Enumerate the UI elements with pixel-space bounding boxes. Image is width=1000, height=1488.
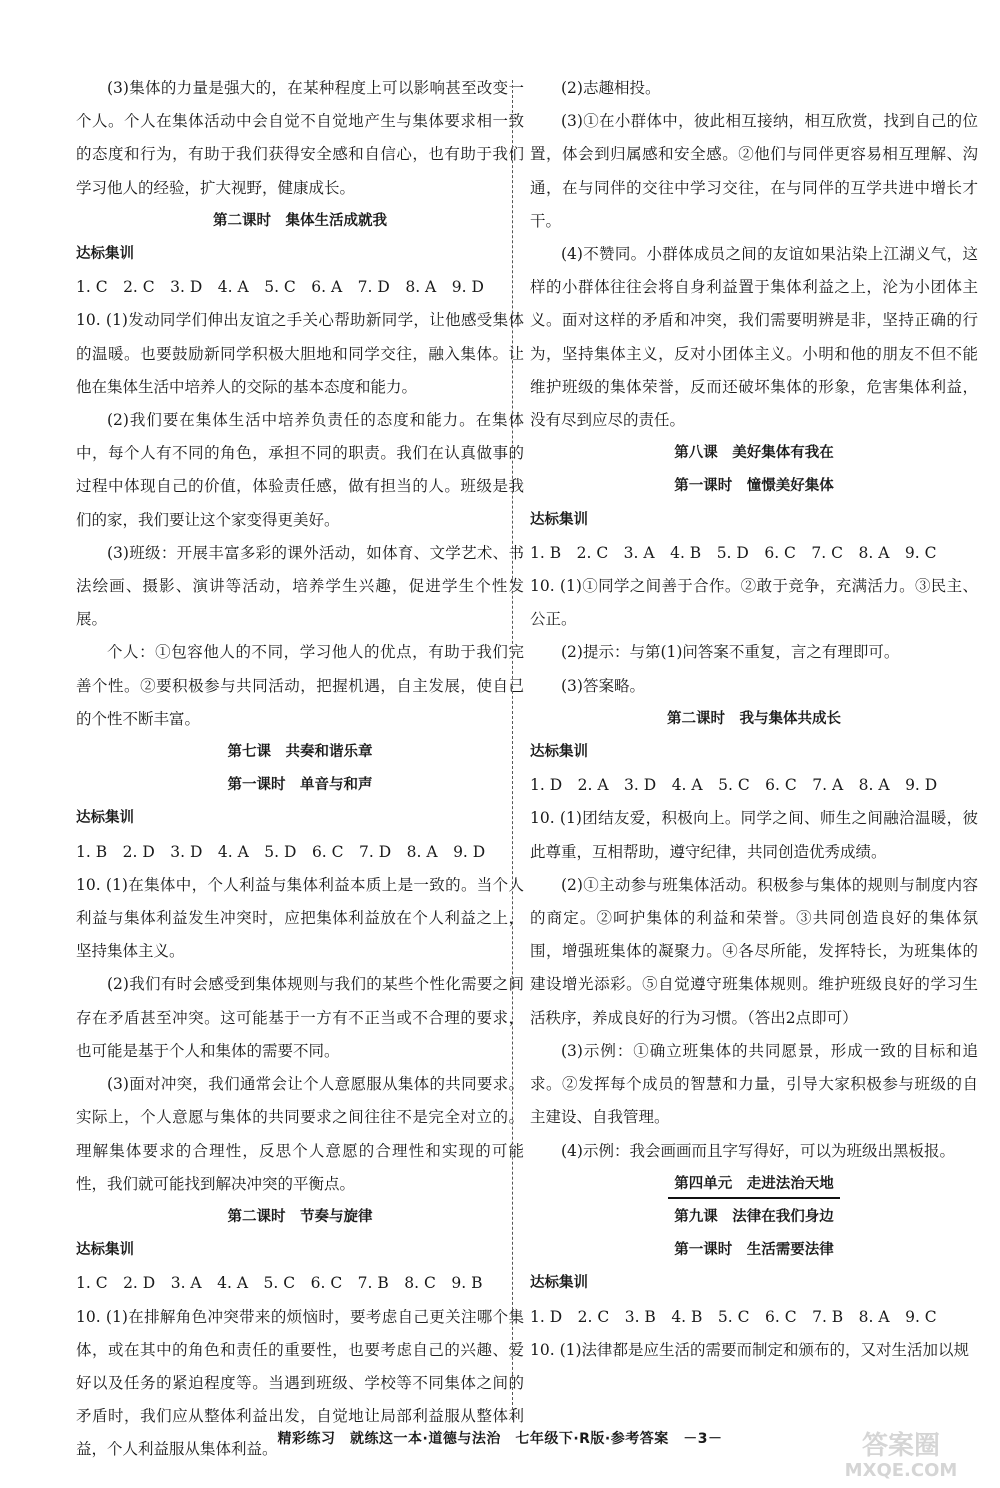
section-heading: 达标集训 [530, 511, 588, 528]
lesson-title: 第一课时 单音与和声 [227, 777, 373, 794]
answer-paragraph: (3)面对冲突，我们通常会让个人意愿服从集体的共同要求。实际上，个人意愿与集体的共同要求之间往往不是完全对立的。理解集体要求的合理性，反思个人意愿的合理性和实现的可能性，我们就可能找到解决冲突的平衡点。 [76, 1075, 524, 1193]
section-heading: 达标集训 [530, 1275, 588, 1292]
answer-paragraph: 1. B 2. D 3. D 4. A 5. D 6. C 7. D 8. A 9. D [76, 842, 486, 861]
right-column [530, 72, 978, 1367]
answer-paragraph: 10. (1)发动同学们伸出友谊之手关心帮助新同学，让他感受集体的温暖。也要鼓励新同学积极大胆地和同学交往，融入集体。让他在集体生活中培养人的交际的基本态度和能力。 [76, 311, 524, 396]
section-heading: 达标集训 [76, 246, 134, 263]
answer-paragraph: (3)集体的力量是强大的，在某种程度上可以影响甚至改变一个人。个人在集体活动中会自觉不自觉地产生与集体要求相一致的态度和行为，有助于我们获得安全感和自信心，也有助于我们学习他人的经验，扩大视野，健康成长。 [76, 79, 524, 197]
answer-paragraph: (2)①主动参与班集体活动。积极参与集体的规则与制度内容的商定。②呵护集体的利益和荣誉。③共同创造良好的集体氛围，增强班集体的凝聚力。④各尽所能，发挥特长，为班集体的建设增光添彩。⑤自觉遵守班集体规则。维护班级良好的学习生活秩序，养成良好的行为习惯。（答出2点即可） [530, 875, 978, 1027]
answer-paragraph: (2)志趣相投。 [561, 79, 661, 97]
unit-title-row [530, 1168, 978, 1201]
lesson-title: 第二课时 节奏与旋律 [227, 1208, 373, 1225]
answer-paragraph: 1. D 2. C 3. B 4. B 5. C 6. C 7. B 8. A 9. C [530, 1307, 937, 1326]
answer-paragraph: 10. (1)在排解角色冲突带来的烦恼时，要考虑自己更关注哪个集体，或在其中的角色和责任的重要性，也要考虑自己的兴趣、爱好以及任务的紧迫程度等。当遇到班级、学校等不同集体之间的矛盾时，我们应从整体利益出发，自觉地让局部利益服从整体利益，个人利益服从集体利益。 [76, 1307, 524, 1459]
answer-paragraph: (4)不赞同。小群体成员之间的友谊如果沾染上江湖义气，这样的小群体往往会将自身利益置于集体利益之上，沦为小团体主义。面对这样的矛盾和冲突，我们需要明辨是非，坚持正确的行为，坚持集体主义，反对小团体主义。小明和他的朋友不但不能维护班级的集体荣誉，反而还破坏集体的形象，危害集体利益，没有尽到应尽的责任。 [530, 245, 978, 430]
answer-paragraph: 10. (1)团结友爱，积极向上。同学之间、师生之间融洽温暖，彼此尊重，互相帮助，遵守纪律，共同创造优秀成绩。 [530, 809, 978, 861]
section-heading: 达标集训 [530, 744, 588, 761]
answer-paragraph: 1. C 2. D 3. A 4. A 5. C 6. C 7. B 8. C 9. B [76, 1274, 483, 1293]
answer-paragraph: 1. B 2. C 3. A 4. B 5. D 6. C 7. C 8. A 9. C [530, 543, 937, 562]
lesson-title: 第一课时 憧憬美好集体 [674, 478, 834, 495]
lesson-title: 第二课时 我与集体共成长 [667, 710, 841, 727]
watermark-logo [826, 1424, 976, 1480]
answer-paragraph: (3)①在小群体中，彼此相互接纳，相互欣赏，找到自己的位置，体会到归属感和安全感。②他们与同伴更容易相互理解、沟通，在与同伴的交往中学习交往，在与同伴的互学共进中增长才干。 [530, 112, 978, 230]
answer-paragraph: 10. (1)在集体中，个人利益与集体利益本质上是一致的。当个人利益与集体利益发生冲突时，应把集体利益放在个人利益之上，坚持集体主义。 [76, 875, 524, 961]
left-column [76, 72, 524, 1467]
answer-paragraph: 1. C 2. C 3. D 4. A 5. C 6. A 7. D 8. A 9. D [76, 278, 484, 297]
answer-paragraph: (2)提示：与第(1)问答案不重复，言之有理即可。 [561, 643, 900, 662]
lesson-title: 第七课 共奏和谐乐章 [227, 744, 373, 761]
answer-paragraph: 10. (1)①同学之间善于合作。②敢于竞争，充满活力。③民主、公正。 [530, 577, 978, 629]
answer-paragraph: (3)示例：①确立班集体的共同愿景，形成一致的目标和追求。②发挥每个成员的智慧和力量，引导大家积极参与班级的自主建设、自我管理。 [530, 1041, 978, 1127]
answer-paragraph: (4)示例：我会画画而且字写得好，可以为班级出黑板报。 [561, 1141, 955, 1160]
answer-paragraph: (2)我们要在集体生活中培养负责任的态度和能力。在集体中，每个人有不同的角色，承担不同的职责。我们在认真做事的过程中体现自己的价值，体验责任感，做有担当的人。班级是我们的家，我们要让这个家变得更美好。 [76, 411, 524, 529]
section-heading: 达标集训 [76, 810, 134, 827]
unit-title: 第四单元 走进法治天地 [668, 1171, 840, 1199]
answer-paragraph: (3)班级：开展丰富多彩的课外活动，如体育、文学艺术、书法绘画、摄影、演讲等活动，培养学生兴趣，促进学生个性发展。 [76, 543, 524, 629]
answer-paragraph: 1. D 2. A 3. D 4. A 5. C 6. C 7. A 8. A 9. D [530, 776, 938, 795]
answer-paragraph: (2)我们有时会感受到集体规则与我们的某些个性化需要之间存在矛盾甚至冲突。这可能基于一方有不正当或不合理的要求，也可能是基于个人和集体的需要不同。 [76, 975, 524, 1060]
answer-paragraph: (3)答案略。 [561, 676, 645, 695]
answer-paragraph: 个人：①包容他人的不同，学习他人的优点，有助于我们完善个性。②要积极参与共同活动，把握机遇，自主发展，使自己的个性不断丰富。 [76, 643, 524, 728]
watermark-main: 答案圈 [861, 1431, 941, 1461]
answer-paragraph: 10. (1)法律都是应生活的需要而制定和颁布的，又对生活加以规 [530, 1340, 970, 1359]
section-heading: 达标集训 [76, 1242, 134, 1259]
lesson-title: 第一课时 生活需要法律 [674, 1242, 834, 1259]
lesson-title: 第八课 美好集体有我在 [674, 445, 834, 462]
page-footer: 精彩练习 就练这一本·道德与法治 七年级下·R版·参考答案 －3－ [277, 1431, 723, 1447]
lesson-title: 第九课 法律在我们身边 [674, 1208, 834, 1225]
watermark-url: MXQE.COM [844, 1460, 958, 1480]
lesson-title: 第二课时 集体生活成就我 [213, 212, 387, 229]
column-divider [512, 80, 513, 1420]
